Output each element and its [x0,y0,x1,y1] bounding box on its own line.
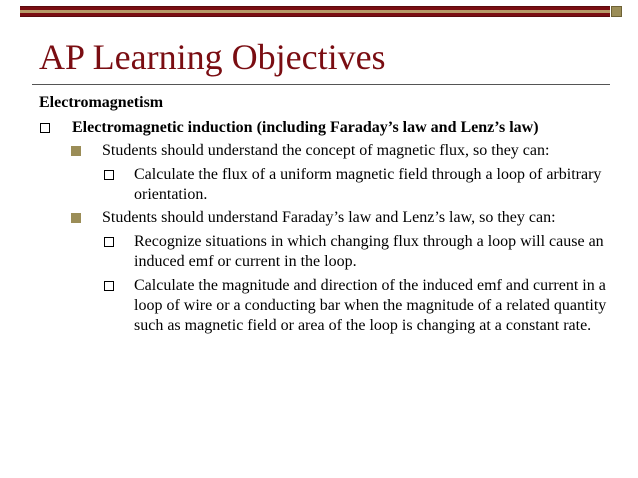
bullet-text: Recognize situations in which changing flux through a loop will cause an induced emf or current in the loop. [134,233,604,270]
title-divider [32,84,610,85]
section-heading: Electromagnetism [39,94,164,111]
bullet-item-level1 [39,118,609,138]
bullet-text: Students should understand the concept of magnetic flux, so they can: [102,142,550,159]
hollow-square-bullet-icon [104,237,114,247]
top-bar-stripe [20,10,610,13]
bullet-item-level3 [39,165,609,205]
bullet-text: Calculate the magnitude and direction of the induced emf and current in a loop of wire or a conducting bar when the magnitude of a related quantity such as magnetic field or area of the loop is changing at a constant rate. [134,277,607,334]
slide-body [39,93,609,336]
bullet-item-level2 [39,141,609,161]
bullet-text: Calculate the flux of a uniform magnetic field through a loop of arbitrary orientation. [134,166,602,203]
bullet-text: Electromagnetic induction (including Faraday’s law and Lenz’s law) [72,119,539,136]
hollow-square-bullet-icon [104,170,114,180]
top-decorative-bar [20,6,610,17]
filled-square-bullet-icon [71,213,81,223]
bullet-item-level2 [39,208,609,228]
filled-square-bullet-icon [71,146,81,156]
slide-title: AP Learning Objectives [39,37,386,77]
bullet-item-level3 [39,232,609,272]
corner-decorative-box [611,6,622,17]
bullet-item-level3 [39,276,609,336]
bullet-text: Students should understand Faraday’s law and Lenz’s law, so they can: [102,209,556,226]
hollow-square-bullet-icon [104,281,114,291]
hollow-square-bullet-icon [40,123,50,133]
